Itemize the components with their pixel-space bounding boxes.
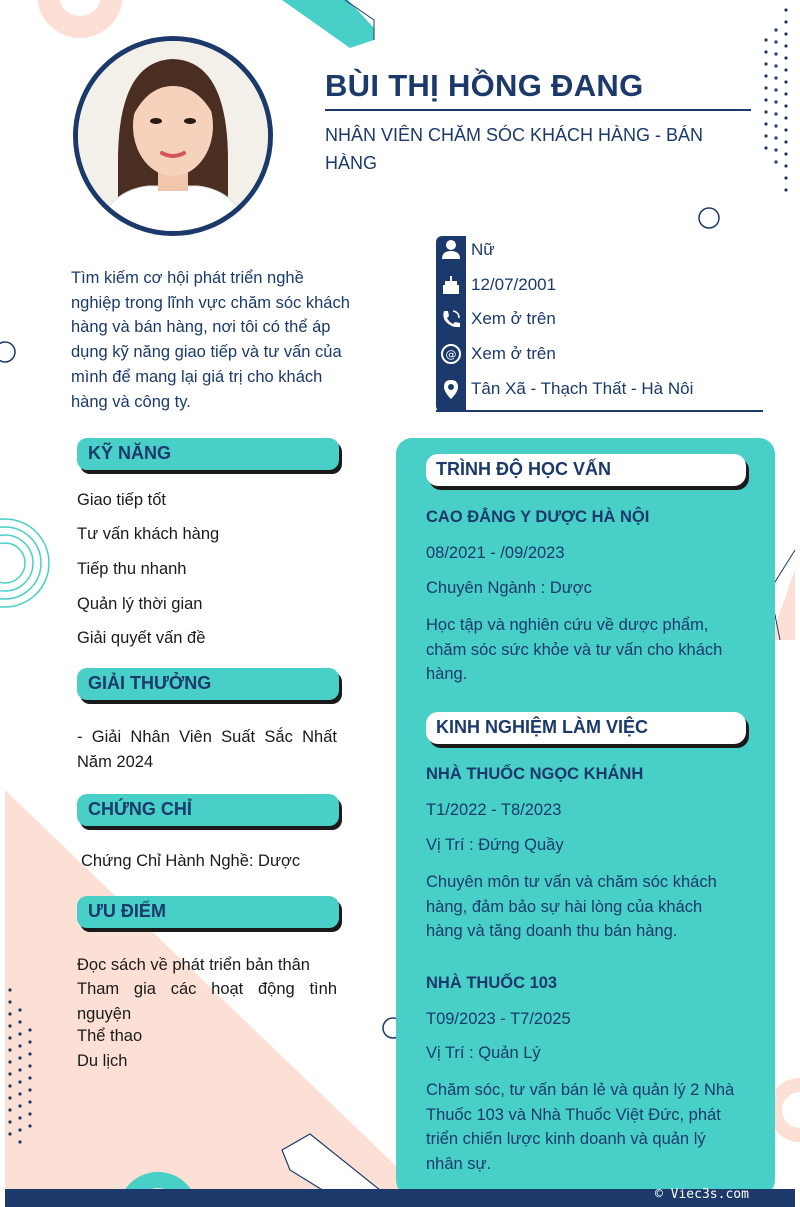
skill-item: Tư vấn khách hàng — [77, 525, 220, 543]
award-text: - Giải Nhân Viên Suất Sắc Nhất Năm 2024 — [77, 728, 337, 771]
career-objective: Tìm kiếm cơ hội phát triển nghề nghiệp trong lĩnh vực chăm sóc khách hàng và bán hàng, nơi tôi có thể áp dụng kỹ năng giao tiếp và tư vấn của mình để mang lại giá trị cho khách hàng và công ty. — [71, 269, 350, 411]
job-position: Vị Trí : Đứng Quầy — [426, 836, 564, 854]
contact-address: Tân Xã - Thạch Thất - Hà Nôi — [471, 379, 694, 398]
person-icon — [440, 238, 462, 260]
awards-header: GIẢI THƯỞNG — [77, 668, 339, 700]
profile-photo — [73, 36, 273, 236]
candidate-name: BÙI THỊ HỒNG ĐANG — [325, 68, 644, 103]
teal-bar-top — [282, 0, 374, 48]
strength-item: Thể thao — [77, 1027, 143, 1045]
job-description: Chuyên môn tư vấn và chăm sóc khách hàng, đảm bảo sự hài lòng của khách hàng và tăng doanh thu bán hàng. — [426, 873, 717, 940]
job-period: T1/2022 - T8/2023 — [426, 801, 562, 819]
certificate-text: Chứng Chỉ Hành Nghề: Dược — [81, 852, 301, 870]
portrait-illustration — [78, 41, 268, 231]
contact-birthday: 12/07/2001 — [471, 275, 557, 294]
certificates-header: CHỨNG CHỈ — [77, 794, 339, 826]
at-sign-icon — [440, 343, 462, 365]
strengths-header: ƯU ĐIỂM — [77, 896, 339, 928]
dot-pattern-top-right — [764, 8, 787, 191]
job-company: NHÀ THUỐC NGỌC KHÁNH — [426, 765, 644, 783]
svg-text:@: @ — [445, 348, 457, 361]
cake-icon — [440, 274, 462, 296]
contact-gender: Nữ — [471, 240, 495, 259]
strength-item: Du lịch — [77, 1052, 128, 1070]
name-underline — [325, 109, 751, 111]
job-period: T09/2023 - T7/2025 — [426, 1010, 571, 1028]
experience-header: KINH NGHIỆM LÀM VIỆC — [426, 712, 746, 744]
education-period: 08/2021 - /09/2023 — [426, 544, 565, 562]
contact-phone: Xem ở trên — [471, 309, 556, 328]
job-description: Chăm sóc, tư vấn bán lẻ và quản lý 2 Nhà Thuốc 103 và Nhà Thuốc Việt Đức, phát triển chiến lược kinh doanh và quản lý nhân sự. — [426, 1081, 735, 1173]
small-ring-right — [699, 208, 719, 228]
teal-arcs-left — [0, 519, 49, 607]
skill-item: Giải quyết vấn đề — [77, 629, 206, 647]
education-school: CAO ĐẲNG Y DƯỢC HÀ NỘI — [426, 508, 650, 526]
skill-item: Giao tiếp tốt — [77, 491, 166, 509]
strength-item: Tham gia các hoạt động tình nguyện — [77, 980, 337, 1023]
peach-ring-right — [775, 1085, 800, 1135]
peach-ring-top — [48, 0, 112, 27]
contact-email: Xem ở trên — [471, 344, 556, 363]
job-position: Vị Trí : Quản Lý — [426, 1044, 541, 1062]
education-description: Học tập và nghiên cứu về dược phẩm, chăm sóc sức khỏe và tư vấn cho khách hàng. — [426, 616, 723, 683]
strength-item: Đọc sách về phát triển bản thân — [77, 956, 310, 974]
education-major: Chuyên Ngành : Dược — [426, 579, 592, 597]
skill-item: Tiếp thu nhanh — [77, 560, 187, 578]
skills-header: KỸ NĂNG — [77, 438, 339, 470]
location-pin-icon — [440, 378, 462, 400]
small-ring-left — [0, 342, 15, 362]
watermark: © Viec3s.com — [655, 1187, 749, 1202]
phone-icon — [440, 308, 462, 330]
contact-underline — [436, 410, 763, 412]
job-company: NHÀ THUỐC 103 — [426, 974, 558, 992]
skill-item: Quản lý thời gian — [77, 595, 203, 613]
education-header: TRÌNH ĐỘ HỌC VẤN — [426, 454, 746, 486]
job-title: NHÂN VIÊN CHĂM SÓC KHÁCH HÀNG - BÁN HÀNG — [325, 125, 704, 173]
